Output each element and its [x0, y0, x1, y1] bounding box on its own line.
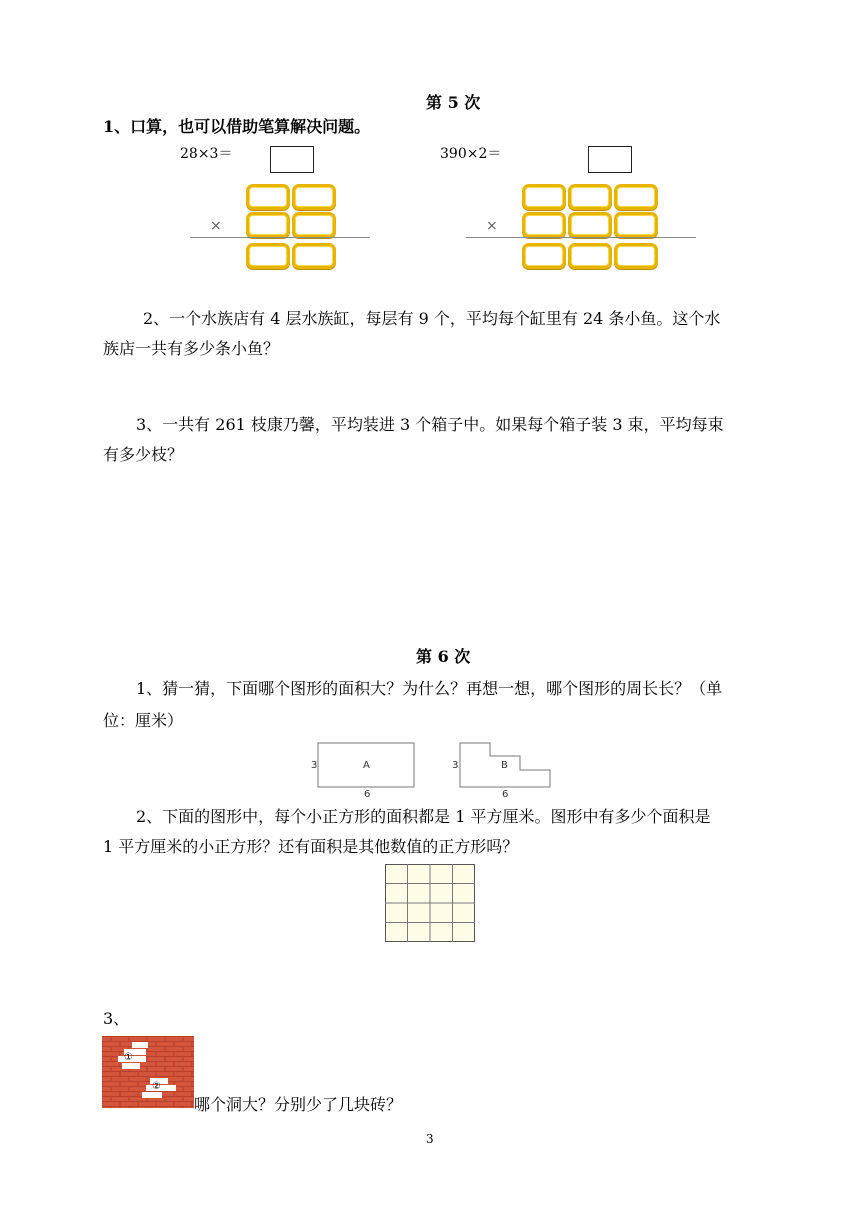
digit-box[interactable] [614, 243, 658, 269]
digit-box[interactable] [522, 212, 566, 238]
section5-q3-line2: 有多少枝？ [103, 445, 184, 464]
section6-q2-line2: 1 平方厘米的小正方形？还有面积是其他数值的正方形吗？ [103, 837, 519, 856]
section5-q3-line1: 3、一共有 261 枝康乃馨，平均装进 3 个箱子中。如果每个箱子装 3 束，平均每束 [136, 415, 724, 434]
digit-box[interactable] [568, 212, 612, 238]
section6-q1-line2: 位：厘米） [103, 711, 184, 730]
answer-box-2[interactable] [588, 146, 632, 173]
figure-b-width: 6 [502, 789, 509, 800]
divider-line-2 [466, 237, 696, 238]
divider-line-1 [190, 237, 370, 238]
page-number: 3 [426, 1132, 434, 1146]
digit-box[interactable] [568, 243, 612, 269]
section6-title: 第 6 次 [416, 647, 471, 666]
section6-q3-text: 哪个洞大？分别少了几块砖？ [194, 1095, 403, 1114]
times-sign-1: × [210, 218, 222, 234]
digit-box[interactable] [246, 184, 290, 210]
digit-box[interactable] [246, 243, 290, 269]
digit-box[interactable] [522, 184, 566, 210]
digit-box[interactable] [614, 212, 658, 238]
square-grid [385, 864, 475, 942]
figure-a-label: A [363, 760, 370, 771]
expr-28x3: 28×3＝ [180, 146, 233, 162]
figure-a-width: 6 [364, 789, 371, 800]
times-sign-2: × [486, 218, 498, 234]
figure-b-height: 3 [452, 760, 459, 771]
digit-box[interactable] [246, 212, 290, 238]
section5-title: 第 5 次 [426, 93, 481, 112]
answer-box-1[interactable] [270, 146, 314, 173]
brick-wall-image [102, 1036, 194, 1108]
expr-390x2: 390×2＝ [440, 146, 502, 162]
section6-q1-line1: 1、猜一猜，下面哪个图形的面积大？为什么？再想一想，哪个图形的周长长？（单 [136, 679, 723, 698]
digit-box[interactable] [614, 184, 658, 210]
digit-box[interactable] [568, 184, 612, 210]
digit-box[interactable] [292, 184, 336, 210]
figure-a-height: 3 [311, 760, 318, 771]
digit-box[interactable] [292, 243, 336, 269]
section6-q3-label: 3、 [103, 1009, 130, 1028]
section5-q2-line2: 族店一共有多少条小鱼？ [103, 339, 280, 358]
section5-q1: 1、口算，也可以借助笔算解决问题。 [103, 117, 371, 136]
figure-b-label: B [501, 760, 508, 771]
digit-box[interactable] [522, 243, 566, 269]
hole-1-marker: ① [124, 1052, 133, 1063]
hole-2-marker: ② [152, 1081, 161, 1092]
digit-box[interactable] [292, 212, 336, 238]
section6-q2-line1: 2、下面的图形中，每个小正方形的面积都是 1 平方厘米。图形中有多少个面积是 [136, 807, 711, 826]
section5-q2-line1: 2、一个水族店有 4 层水族缸，每层有 9 个，平均每个缸里有 24 条小鱼。这个水 [143, 309, 721, 328]
